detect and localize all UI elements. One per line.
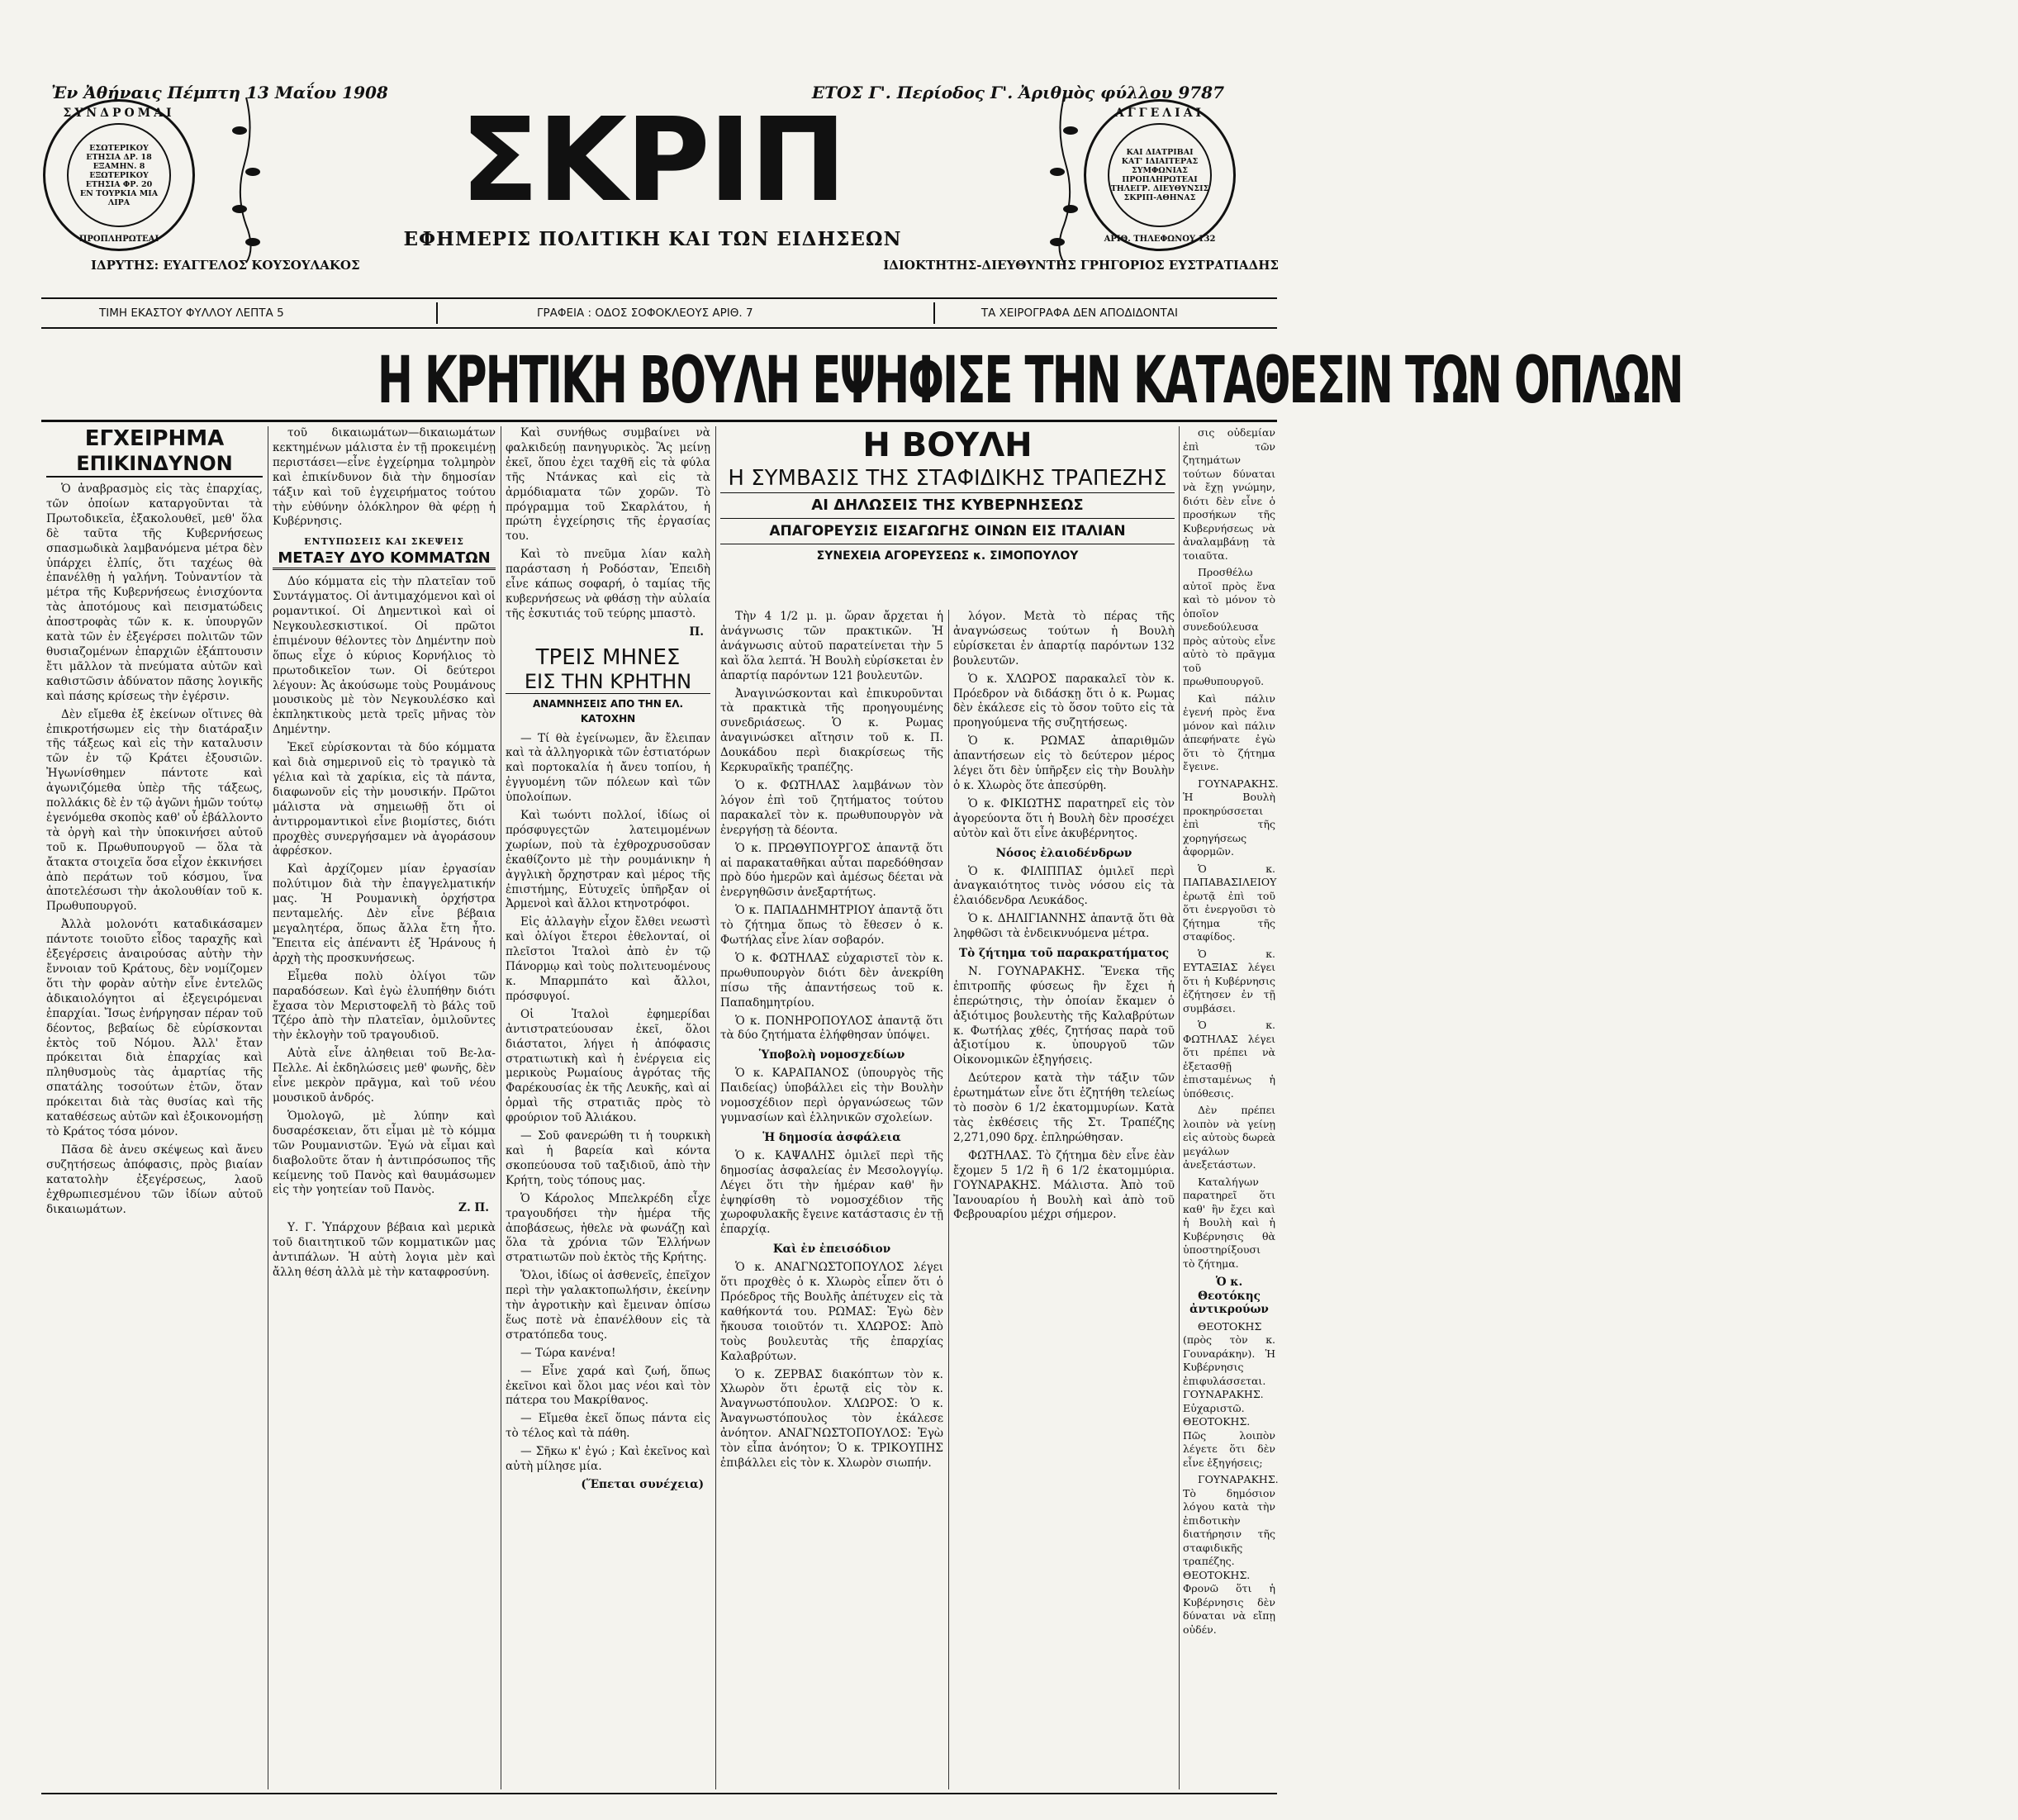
paragraph: Ὁ κ. ΕΥΤΑΞΙΑΣ λέγει ὅτι ἡ Κυβέρνησις ἐζήτησεν ἐν τῇ συμβάσει. [1183, 947, 1275, 1015]
paragraph: Οἱ Ἰταλοὶ ἐφημερίδαι ἀντιστρατεύουσαν ἐκεῖ, ὅλοι διάστατοι, λήγει ἡ ἀπόφασις στρατιωτικὴ καὶ ἡ ἐνέργεια εἰς μερικοὺς Ρωμαίους ἀγρότας τῆς Φαρέκουσίας ἐκ τῆς Λευκῆς, καὶ αἱ ὁρμαὶ τῆς στρατιᾶς πρὸς τὸ φρούριον τοῦ Ἀλιάκου. [506, 1007, 710, 1125]
subscriptions-ring-label: ΣΥΝΔΡΟΜΑΙ [63, 107, 175, 120]
info-strip [41, 297, 1277, 329]
column-three [506, 426, 710, 1789]
paragraph: Ὁμολογῶ, μὲ λύπην καὶ δυσαρέσκειαν, ὅτι εἶμαι μὲ τὸ κόμμα τῶν Ρουμανιστῶν. Ἐγώ νὰ εἶμαι καὶ διαβολοῦτε ὅταν ἡ ἀντιπρόσωπος τῆς κείμενης τοῦ Πανὸς καὶ θαυμάσωμεν εἰς τὴν γοητείαν τοῦ Πανὸς. [273, 1109, 496, 1197]
strip-divider [933, 302, 935, 324]
subscriptions-line: ΕΣΩΤΕΡΙΚΟΥ [89, 143, 149, 153]
paragraph: Ὁ κ. ΑΝΑΓΝΩΣΤΟΠΟΥΛΟΣ λέγει ὅτι προχθὲς ὁ κ. Χλωρὸς εἶπεν ὅτι ὁ Πρόεδρος τῆς Βουλῆς ἀπέτυχεν εἰς τὰ καθήκοντά του. ΡΩΜΑΣ: Ἐγὼ δὲν ἤκουσα τοιοῦτόν τι. ΧΛΩΡΟΣ: Ἀπὸ τοὺς βουλευτὰς τῆς ἐπαρχίας Καλαβρύτων. [720, 1261, 943, 1363]
strip-divider [436, 302, 438, 324]
paragraph: Καὶ ἀρχίζομεν μίαν ἐργασίαν πολύτιμον διὰ τὴν ἐπαγγελματικήν μας. Ἡ Ρουμανικὴ ὀρχήστρα πενταμελής. Δὲν εἶνε βέβαια μεγαλητέρα, ὅπως ἄλλα ἔτη ἦτο. Ἔπειτα εἰς ἀπέναντι ἐξ Ἡράνους ἡ ἀρχὴ τὴς προσκυνήσεως. [273, 862, 496, 965]
headline-rule [41, 420, 1277, 422]
subheading: Τὸ ζήτημα τοῦ παρακρατήματος [959, 947, 1169, 961]
advertisements-line: ΚΑΙ ΔΙΑΤΡΙΒΑΙ [1126, 148, 1194, 157]
paragraph: Ὁ κ. ΚΑΨΑΛΗΣ ὁμιλεῖ περὶ τῆς δημοσίας ἀσφαλείας ἐν Μεσολογγίῳ. Λέγει ὅτι τὴν ἡμέραν καθ' ἣν ἐψηφίσθη τὸ νομοσχέδιον τῆς χωροφυλακῆς ἔγεινε κατάστασις ἐν τῇ ἐπαρχίᾳ. [720, 1148, 943, 1237]
paragraph: — Τί θὰ ἐγείνωμεν, ἂν ἔλειπαν καὶ τὰ ἀλληγορικὰ τῶν ἑστιατόρων καὶ πορτοκαλία ἡ ἄνευ τοπίου, ἡ ἐγγυομένη τῶν πόλεων καὶ τῶν ὑπολοίπων. [506, 731, 710, 805]
paragraph: Ὁ ἀναβρασμὸς εἰς τὰς ἐπαρχίας, τῶν ὁποίων καταργοῦνται τὰ Πρωτοδικεῖα, ἐξακολουθεῖ, μεθ' ὅλα δὲ ταῦτα τῆς Κυβερνήσεως σπασμωδικὰ λαμβανόμενα μέτρα δὲν ὑπάρχει ἐλπίς, ὅτι ταχέως θὰ ἐπανέλθῃ ἡ γαλήνη. Τοὐναντίον τὰ μέτρα τῆς Κυβερνήσεως ἐνισχύοντα τὰς ἀποτόμους καὶ πεισματώδεις ἀποστροφὰς τῶν κ. κ. ὑπουργῶν κατὰ τῶν ἐν ἐξεγέρσει πολιτῶν τῶν θυσιαζομένων ἐπαρχιῶν ἐξάπτουσιν ἔτι μᾶλλον τὰ πνεύματα αὐτῶν καὶ καθιστῶσιν ἀδύνατον πᾶσης λογικῆς καὶ πάσης κρίσεως τὴν ἐγέρσιν. [46, 482, 263, 703]
advertisements-seal [1084, 99, 1236, 251]
paragraph: Προσθέλω αὐτοῖ πρὸς ἕνα καὶ τὸ μόνον τὸ ὁποῖον συνεδούλευσα πρὸς αὐτοὺς εἶνε αὐτὸ τὸ πρᾶγμα τοῦ πρωθυπουργοῦ. [1183, 566, 1275, 687]
manuscripts-label: ΤΑ ΧΕΙΡΟΓΡΑΦΑ ΔΕΝ ΑΠΟΔΙΔΟΝΤΑΙ [981, 307, 1178, 320]
author-signature: Π. [689, 625, 704, 639]
paragraph: Ὁ κ. ΖΕΡΒΑΣ διακόπτων τὸν κ. Χλωρὸν ὅτι ἐρωτᾷ εἰς τὸν κ. Ἀναγνωστόπουλον. ΧΛΩΡΟΣ: Ὁ κ. Ἀναγνωστόπουλος τὸν ἐκάλεσε ἀνόητον. ΑΝΑΓΝΩΣΤΟΠΟΥΛΟΣ: Ἐγὼ τὸν εἶπα ἀνόητον; Ὁ κ. ΤΡΙΚΟΥΠΗΣ ἐπιβάλλει εἰς τὸν κ. Χλωρὸν σιωπήν. [720, 1367, 943, 1470]
subscriptions-line: ΕΞΩΤΕΡΙΚΟΥ [89, 170, 149, 180]
article-title [506, 645, 710, 727]
advertisements-line: ΚΑΤ' ΙΔΙΑΙΤΕΡΑΣ [1121, 157, 1199, 166]
paragraph: λόγον. Μετὰ τὸ πέρας τῆς ἀναγνώσεως τούτων ἡ Βουλὴ εὑρίσκεται ἐν ἀπαρτίᾳ παρόντων 132 βουλευτῶν. [953, 610, 1175, 668]
paragraph: σις οὐδεμίαν ἐπὶ τῶν ζητημάτων τούτων δύναται νὰ ἔχῃ γνώμην, διότι δὲν εἶνε ὁ προσήκων τῆς Κυβερνήσεως νὰ ἀναλαμβάνῃ τὰ τοιαῦτα. [1183, 426, 1275, 562]
column-divider [948, 610, 949, 1789]
author-signature: Ζ. Π. [458, 1201, 489, 1215]
offices-label: ΓΡΑΦΕΙΑ : ΟΔΟΣ ΣΟΦΟΚΛΕΟΥΣ ΑΡΙΘ. 7 [537, 307, 753, 320]
advertisements-details [1108, 123, 1212, 227]
founder-line: ΙΔΡΥΤΗΣ: ΕΥΑΓΓΕΛΟΣ ΚΟΥΣΟΥΛΑΚΟΣ [91, 258, 360, 273]
paragraph: Ὁ κ. ΡΩΜΑΣ ἀπαριθμῶν ἀπαντήσεων εἰς τὸ δεύτερον μέρος λέγει ὅτι δὲν ὑπῆρξεν εἰς τὴν Βουλὴν ὁ κ. Χλωρὸς ὅτε ἀπεσύρθη. [953, 734, 1175, 792]
article-dangerous-venture [46, 426, 263, 1789]
paragraph: Ὁ κ. ΠΡΩΘΥΠΟΥΡΓΟΣ ἀπαντᾷ ὅτι αἱ παρακαταθῆκαι αὗται παρεδόθησαν πρὸ δύο ἡμερῶν καὶ ἀμέσως δέεται νὰ ἐνεργηθῶσιν ἀνεξαρτήτως. [720, 841, 943, 900]
paragraph: Δὲν πρέπει λοιπὸν νὰ γείνῃ εἰς αὐτοὺς δωρεὰ μεγάλων ἀνεξετάστων. [1183, 1104, 1275, 1171]
subscriptions-seal [43, 99, 195, 251]
paragraph: — Εἴμεθα ἐκεῖ ὅπως πάντα εἰς τὸ τέλος καὶ τὰ πάθη. [506, 1412, 710, 1441]
paragraph: Ὁ κ. ΚΑΡΑΠΑΝΟΣ (ὑπουργὸς τῆς Παιδείας) ὑποβάλλει εἰς τὴν Βουλὴν νομοσχέδιον περὶ ὀργανώσεως τῶν γυμνασίων καὶ ἑλληνικῶν σχολείων. [720, 1067, 943, 1124]
advertisements-bottom: ΑΡΙΘ. ΤΗΛΕΦΩΝΟΥ 132 [1104, 235, 1216, 244]
paragraph: Καὶ πάλιν ἐγενή πρὸς ἕνα μόνον καὶ πάλιν ἀπεφήνατε ἐγὼ ὅτι τὸ ζήτημα ἔγεινε. [1183, 691, 1275, 772]
paragraph: Εἰς ἀλλαγὴν εἶχον ἔλθει νεωστὶ καὶ ὀλίγοι ἔτεροι ἐθελονταί, οἱ πλεῖστοι Ἰταλοὶ ἀπὸ ἐν τῷ Πάνορμῳ καὶ τοὺς πολιτευομένους κ. Μπαρμπάτο καὶ ἄλλοι, πρόσφυγοί. [506, 915, 710, 1003]
article-title-line-2: ΕΙΣ ΤΗΝ ΚΡΗΤΗΝ [506, 670, 710, 694]
section-tag: ΕΝΤΥΠΩΣΕΙΣ ΚΑΙ ΣΚΕΨΕΙΣ [304, 536, 464, 548]
paragraph: Πᾶσα δὲ ἀνευ σκέψεως καὶ ἄνευ συζητήσεως ἀπόφασις, πρὸς βιαίαν κατατολὴν ἐξεγέρσεως, λαοῦ ἐχθρωπιεσμένου τῶν ἰδίων αὐτοῦ δικαιωμάτων. [46, 1143, 263, 1216]
article-title: ΜΕΤΑΞΥ ΔΥΟ ΚΟΜΜΑΤΩΝ [273, 551, 496, 570]
paragraph: — Σῆκω κ' ἐγώ ; Καὶ ἐκεῖνος καὶ αὐτὴ μίλησε μία. [506, 1445, 710, 1474]
paragraph: Ἀλλὰ μολονότι καταδικάσαμεν πάντοτε τοιοῦτο εἶδος ταραχῆς καὶ ἐξεγέρσεις ἀναιρούσας αὐτὴν τὴν ἔννοιαν τοῦ Κράτους, δὲν νομίζομεν ὅτι τὴν φορὰν αὐτὴν εἶνε ἐντελῶς ἀδικαιολόγητοι αἱ ἐξεγειρόμεναι ἐπαρχίαι. Ἴσως ἐνήργησαν πέραν τοῦ δέοντος, βεβαίως δὲ εὑρίσκονται ἐκτὸς τοῦ Νόμου. Ἀλλ' ἔταν πρόκειται διὰ ἐπαρχίας καὶ πληθυσμοὺς τὰς ἀμαρτίας τῆς σπατάλης τοσούτων ἐτῶν, ὅταν πρόκειται διὰ τὰς θυσίας καὶ τῆς καταθέσεως αὐτῶν καὶ ἐξοικονομήσῃ τὸ Κράτος τόσα μόνον. [46, 918, 263, 1138]
paragraph: Ἐκεῖ εὑρίσκονται τὰ δύο κόμματα καὶ διὰ σημερινοῦ εἰς τὸ τραγικὸ τὰ γέλια καὶ τὰ χαρίκια, εἰς τὰ πάντα, διαφωνοῦν εἰς τὴν μουσικήν. Πρῶτοι μάλιστα νὰ σημειωθῇ ὅτι οἱ ἀντιρρομαντικοὶ εἶνε βιομίστες, διότι προχθὲς συνεργήσαμεν νὰ ἀγοράσουν ἀφρέσκον. [273, 741, 496, 858]
paragraph: Ὁ κ. ΦΩΤΗΛΑΣ λαμβάνων τὸν λόγον ἐπὶ τοῦ ζητήματος τούτου παρακαλεῖ τὸν κ. πρωθυπουργὸν νὰ ἐνεργήσῃ τὰ δέοντα. [720, 778, 943, 837]
paragraph: — Σοῦ φανερώθη τι ἡ τουρκικὴ καὶ ἡ βαρεία καὶ κόντα σκοπεύουσα τοῦ ταξιδιοῦ, ἀπὸ τὴν Κρήτη, τοὺς τόπους μας. [506, 1129, 710, 1187]
parliament-deck-1: ΑΙ ΔΗΛΩΣΕΙΣ ΤΗΣ ΚΥΒΕΡΝΗΣΕΩΣ [720, 493, 1175, 519]
vine-ornament-icon [1047, 97, 1080, 263]
paragraph: Ὁ κ. ΠΟΝΗΡΟΠΟΥΛΟΣ ἀπαντᾷ ὅτι τὰ δύο ζητήματα ἐλήφθησαν ὑπόψει. [720, 1014, 943, 1043]
column-divider [1179, 426, 1180, 1789]
paragraph: Ὁ Κάρολος Μπελκρέδη εἶχε τραγουδήσει τὴν ἡμέρα τῆς ἀποβάσεως, ἠθελε νὰ φωνάζῃ καὶ ὅλα τὰ χρόνια τῶν Ἑλλήνων στρατιωτῶν ποὺ ἐκτὸς τῆς Κρήτης. [506, 1191, 710, 1265]
article-title [46, 426, 263, 478]
masthead-title: ΣΚΡΙΠ [460, 93, 845, 228]
paragraph: Δύο κόμματα εἰς τὴν πλατεῖαν τοῦ Συντάγματος. Οἱ ἀντιμαχόμενοι καὶ οἱ ρομαντικοί. Οἱ Δημεντικοὶ καὶ οἱ Νεγκουλεσκιστικοί. Οἱ πρῶτοι ἐπιμένουν θέλοντες τὸν Δημέντην ποὺ ὅπως εἶχε ὁ κύριος Κορνήλιος τὸ πρωτοδικεῖον των. Οἱ δεύτεροι λέγουν: Ἀς ἀκούσωμε τοὺς Ρουμάνους μουσικοὺς μὲ τὸν Νεγκουλέσκο καὶ ἐκπληκτικοὺς μετὰ τρεῖς μῆνας τὸν Δημέντην. [273, 575, 496, 737]
footer-rule [41, 1793, 1277, 1794]
paragraph: Καὶ τωόντι πολλοί, ἰδίως οἱ πρόσφυγεςτῶν λατειμομένων χωρίων, ποὺ τὰ ἐχθροχρυσοῦσαν ἐκαθίζοντο μὲ τὴν ρουμάνικην ἡ ἀγγλικὴ ὄρχηστραν καὶ μέρος τῆς ἐπιστήμης, Εὐτυχεῖς ὑπῆρξαν οἱ Ἀρμενοὶ καὶ ἄλλοι κτηνοτρόφοι. [506, 809, 710, 911]
paragraph: Καὶ συνήθως συμβαίνει νὰ φαλκιδεύῃ πανηγυρικὸς. Ἂς μείνῃ ἐκεῖ, ὅπου ἐχει ταχθῆ εἰς τὰ φύλα τῆς Ντάνκας καὶ εἰς τὰ ἀρμόδιαματα τῶν χορῶν. Τὸ πρόγραμμα τοῦ Σκαρλάτου, ἡ πρώτη ἐγχείρησις τῆς ἐργασίας του. [506, 426, 710, 544]
paragraph: Υ. Γ. Ὑπάρχουν βέβαια καὶ μερικὰ τοῦ διαιτητικοῦ τῶν κομματικῶν μας ἀντιπάλων. Ἡ αὐτὴ λογια μὲν καὶ ἄλλη θέση ἀλλὰ μὲ τὴν καταφροσύνη. [273, 1221, 496, 1279]
subscriptions-details [67, 123, 171, 227]
paragraph: ΘΕΟΤΟΚΗΣ (πρὸς τὸν κ. Γουναράκην). Ἡ Κυβέρνησις ἐπιφυλάσσεται. ΓΟΥΝΑΡΑΚΗΣ. Εὐχαριστῶ. ΘΕΟΤΟΚΗΣ. Πῶς λοιπὸν λέγετε ὅτι δὲν εἶνε ἐξηγήσεις; [1183, 1319, 1275, 1469]
subscriptions-line: ΕΝ ΤΟΥΡΚΙΑ ΜΙΑ ΛΙΡΑ [79, 188, 159, 207]
paragraph: Ὁ κ. ΦΙΚΙΩΤΗΣ παρατηρεῖ εἰς τὸν ἀγορεύοντα ὅτι ἡ Βουλὴ δὲν προσέχει αὐτὸν καὶ ὅτι εἶνε ἀκυβέρνητος. [953, 796, 1175, 840]
subheading: Ὑποβολὴ νομοσχεδίων [758, 1048, 905, 1062]
vine-ornament-icon [230, 97, 263, 263]
paragraph: Ὁ κ. ΦΙΛΙΠΠΑΣ ὁμιλεῖ περὶ ἀναγκαιότητος τινὸς νόσου εἰς τὰ ἐλαιόδενδρα Λευκάδος. [953, 864, 1175, 908]
parliament-deck-2: ΑΠΑΓΟΡΕΥΣΙΣ ΕΙΣΑΓΩΓΗΣ ΟΙΝΩΝ ΕΙΣ ΙΤΑΛΙΑΝ [720, 519, 1175, 544]
paragraph: Ὅλοι, ἰδίως οἱ ἀσθενεῖς, ἐπεῖχον περὶ τὴν γαλακτοπωλήσιν, ἐκείνην τὴν ἀγροτικὴν καὶ ἔμειναν ὀπίσω ἕως ποτὲ νὰ ἐπανέλθουν εἰς τὰ στρατόπεδα τους. [506, 1269, 710, 1342]
paragraph: Ὁ κ. ΦΩΤΗΛΑΣ εὐχαριστεῖ τὸν κ. πρωθυπουργὸν διότι δὲν ἀνεκρίθη πίσω τῆς ἀπαντήσεως τοῦ κ. Παπαδημητρίου. [720, 951, 943, 1010]
date-line: Ἐν Ἀθήναις Πέμπτη 13 Μαΐου 1908 [51, 83, 388, 102]
column-divider [715, 426, 716, 1789]
paragraph: — Τώρα κανένα! [520, 1346, 616, 1360]
advertisements-line: ΠΡΟΠΛΗΡΩΤΕΑΙ [1122, 175, 1198, 184]
column-four [720, 610, 943, 1789]
paragraph: Ὁ κ. ΔΗΛΙΓΙΑΝΝΗΣ ἀπαντᾷ ὅτι θὰ ληφθῶσι τὰ ἐνδεικνυόμενα μέτρα. [953, 912, 1175, 941]
paragraph: Ὁ κ. ΠΑΠΑΒΑΣΙΛΕΙΟΥ ἐρωτᾷ ἐπὶ τοῦ ὅτι ἐνεργοῦσι τὸ ζήτημα τῆς σταφίδος. [1183, 862, 1277, 943]
continuation-note: (Ἕπεται συνέχεια) [581, 1478, 704, 1491]
subscriptions-line: ΕΤΗΣΙΑ ΦΡ. 20 [85, 179, 153, 189]
parliament-title: Η ΒΟΥΛΗ [862, 426, 1033, 464]
subheading: Νόσος ἐλαιοδένδρων [995, 846, 1132, 860]
price-label: ΤΙΜΗ ΕΚΑΣΤΟΥ ΦΥΛΛΟΥ ΛΕΠΤΑ 5 [99, 307, 284, 320]
main-headline [41, 344, 1683, 418]
column-two [273, 426, 496, 1789]
subheading: Καὶ ἐν ἐπεισόδιον [772, 1243, 891, 1257]
paragraph: ΓΟΥΝΑΡΑΚΗΣ. Τὸ δημόσιον λόγου κατὰ τὴν ἐπιδοτικὴν διατήρησιν τῆς σταφιδικῆς τραπέζης. ΘΕΟΤΟΚΗΣ. Φρονῶ ὅτι ἡ Κυβέρνησις δὲν δύναται νὰ εἴπῃ οὐδέν. [1183, 1473, 1279, 1636]
paragraph: Ὁ κ. ΧΛΩΡΟΣ παρακαλεῖ τὸν κ. Πρόεδρον νὰ διδάσκῃ ὅτι ὁ κ. Ρωμας δὲν ἐκάλεσε εἰς τὸ ὅσον τοῦτο εἰς τὰ προηγούμενα τῆς συζητήσεως. [953, 672, 1175, 730]
paragraph: Ν. ΓΟΥΝΑΡΑΚΗΣ. Ἕνεκα τῆς ἐπιτροπῆς φύσεως ἣν ἔχει ἡ ἐπερώτησις, τὴν ὁποίαν ἔκαμεν ὁ ἀξιότιμος βουλευτὴς τῆς Καλαβρύτων κ. Φωτήλας χθές, ζητήσας παρὰ τοῦ ἀξιοτίμου κ. ὑπουργοῦ τῶν Οἰκονομικῶν ἐξηγήσεις. [953, 964, 1175, 1067]
paragraph: Καὶ τὸ πνεῦμα λίαν καλὴ παράσταση ἡ Ροδόσταν, Ἐπειδὴ εἶνε κάπως σοφαρή, ὁ ταμίας τῆς κυβερνήσεως νὰ φθάσῃ τὴν αὐλαία τῆς ἐσκυτιάς τοῦ τεύρης μπαστὸ. [506, 548, 710, 620]
paragraph: ΦΩΤΗΛΑΣ. Τὸ ζήτημα δὲν εἶνε ἐὰν ἔχομεν 5 1/2 ἢ 6 1/2 ἑκατομμύρια. ΓΟΥΝΑΡΑΚΗΣ. Μάλιστα. Ἀπὸ τοῦ Ἰανουαρίου ἡ Βουλὴ καὶ ἀπὸ τοῦ Φεβρουαρίου μέχρι σήμερον. [953, 1148, 1175, 1222]
advertisements-line: ΣΥΜΦΩΝΙΑΣ [1132, 166, 1188, 175]
article-subtitle: ΑΝΑΜΝΗΣΕΙΣ ΑΠΟ ΤΗΝ ΕΛ. ΚΑΤΟΧΗΝ [532, 697, 684, 725]
column-five [953, 610, 1175, 1789]
advertisements-ring-label: ΑΓΓΕΛΙΑΙ [1114, 107, 1205, 120]
paragraph: Ὁ κ. ΦΩΤΗΛΑΣ λέγει ὅτι πρέπει νὰ ἐξετασθῇ ἐπισταμένως ἡ ὑπόθεσις. [1183, 1019, 1275, 1100]
paragraph: — Εἶνε χαρά καὶ ζωή, ὅπως ἐκεῖνοι καὶ ὅλοι μας νέοι καὶ τὸν πάτερα του Μακρίθανος. [506, 1364, 710, 1408]
article-title-line-1: ΕΓΧΕΙΡΗΜΑ [84, 426, 225, 451]
issue-line: ΕΤΟΣ Γ'. Περίοδος Γ'. Ἀριθμὸς φύλλου 9787 [811, 83, 1224, 102]
main-headline-text: Η ΚΡΗΤΙΚΗ ΒΟΥΛΗ ΕΨΗΦΙΣΕ ΤΗΝ ΚΑΤΑΘΕΣΙΝ ΤΩΝ ΟΠΛΩΝ [377, 344, 1683, 418]
masthead-subtitle: ΕΦΗΜΕΡΙΣ ΠΟΛΙΤΙΚΗ ΚΑΙ ΤΩΝ ΕΙΔΗΣΕΩΝ [403, 228, 902, 250]
paragraph: Ὁ κ. ΠΑΠΑΔΗΜΗΤΡΙΟΥ ἀπαντᾷ ὅτι τὸ ζήτημα ὅπως τὸ ἔθεσεν ὁ κ. Φωτήλας εἶνε λίαν σοβαρόν. [720, 904, 943, 948]
paragraph: Δὲν εἴμεθα ἐξ ἐκείνων οἵτινες θὰ ἐπικροτήσωμεν εἰς τὴν διατάραξιν τῆς τάξεως καὶ εἰς τὴν καταλυσιν τῶν ἐν τῷ Κράτει ἐξουσιῶν. Ἠγωνίσθημεν πάντοτε καὶ ἀγωνιζόμεθα ὑπὲρ τῆς τάξεως, πολλάκις δὲ ἐν τῷ ἀγῶνι ἡμῶν τούτῳ ἐγενόμεθα σκοπὸς καθ' οὗ ἐβάλλοντο τὰ ὀργὴ καὶ τὴν ὑποκινήσει αὐτοῦ τοῦ κ. Πρωθυπουργοῦ — ὅλα τὰ ἄτακτα στοιχεῖα ὅσα εἶχον ἐκκινήσει ἀπὸ περάτων τοῦ κόσμου, ἵνα ἀποτελέσωσι τὴν ἀκολουθίαν τοῦ κ. Πρωθυπουργοῦ. [46, 707, 263, 914]
advertisements-line: ΤΗΛΕΓΡ. ΔΙΕΥΘΥΝΣΙΣ [1110, 184, 1209, 193]
paragraph: Τὴν 4 1/2 μ. μ. ὥραν ἄρχεται ἡ ἀνάγνωσις τῶν πρακτικῶν. Ἡ ἀνάγνωσις αὐτοῦ παρατείνεται τὴν 5 καὶ ὅλα λεπτά. Ἡ Βουλὴ εὑρίσκεται ἐν ἀπαρτίᾳ παρόντων 121 βουλευτῶν. [720, 610, 943, 682]
paragraph: Εἶμεθα πολὺ ὀλίγοι τῶν παραδόσεων. Καὶ ἐγὼ ἐλυπήθην διότι ἔχασα τὸν Μεριστοφελῆ τὸ βάλς τοῦ Τζέρο ἀπὸ τὴν πλατεῖαν, ὁμιλοῦντες τὴν ἐκλογὴν τοῦ τραγουδιοῦ. [273, 969, 496, 1043]
subscriptions-line: ΕΤΗΣΙΑ ΔΡ. 18 [86, 152, 152, 162]
parliament-subtitle: Η ΣΥΜΒΑΣΙΣ ΤΗΣ ΣΤΑΦΙΔΙΚΗΣ ΤΡΑΠΕΖΗΣ [720, 464, 1175, 493]
paragraph: ΓΟΥΝΑΡΑΚΗΣ. Ἡ Βουλὴ προκηρύσσεται ἐπὶ τῆς χορηγήσεως ἀφορμῶν. [1183, 777, 1279, 858]
paragraph: τοῦ δικαιωμάτων—δικαιωμάτων κεκτημένων μάλιστα ἐν τῇ προκειμένῃ περιστάσει—εἶνε ἐγχείρημα τολμηρὸν καὶ ἐπικίνδυνον διὰ τὴν δημοσίαν τάξιν καὶ τοῦ ἐγχειρήματος τούτου τὴν εὐθύνην ὁλόκληρον θὰ φέρῃ ἡ Κυβέρνησις. [273, 426, 496, 529]
parliament-headline-block [720, 426, 1175, 605]
parliament-deck-3: ΣΥΝΕΧΕΙΑ ΑΓΟΡΕΥΣΕΩΣ κ. ΣΙΜΟΠΟΥΛΟΥ [816, 549, 1079, 563]
advertisements-line: ΣΚΡΙΠ-ΑΘΗΝΑΣ [1123, 193, 1196, 202]
subscriptions-bottom: ΠΡΟΠΛΗΡΩΤΕΑΙ [78, 235, 159, 244]
article-title-line-2: ΕΠΙΚΙΝΔΥΝΟΝ [46, 451, 263, 478]
paragraph: Ἀναγινώσκονται καὶ ἐπικυροῦνται τὰ πρακτικὰ τῆς προηγουμένης συνεδριάσεως. Ὁ κ. Ρωμας ἀναγινώσκει αἴτησιν τοῦ κ. Π. Δουκάδου περὶ διακρίσεως τῆς Κερκυραϊκῆς τραπέζης. [720, 687, 943, 775]
owner-line: ΙΔΙΟΚΤΗΤΗΣ-ΔΙΕΥΘΥΝΤΗΣ ΓΡΗΓΟΡΙΟΣ ΕΥΣΤΡΑΤΙΑΔΗΣ [883, 258, 1279, 273]
subheading: Ἡ δημοσία ἀσφάλεια [762, 1130, 901, 1144]
column-six [1183, 426, 1279, 1789]
subheading: Ὁ κ. Θεοτόκης ἀντικρούων [1189, 1276, 1269, 1316]
paragraph: Δεύτερον κατὰ τὴν τάξιν τῶν ἐρωτημάτων εἶνε ὅτι ἐζητήθη τελείως τὸ ποσὸν 6 1/2 ἑκατομμυρίων. Κατὰ τὰς ἐκθέσεις τῆς Στ. Τραπέζης 2,271,090 δρχ. ἐπληρώθησαν. [953, 1072, 1175, 1144]
paragraph: Καταλήγων παρατηρεῖ ὅτι καθ' ἣν ἔχει καὶ ἡ Βουλὴ καὶ ἡ Κυβέρνησις θὰ ὑποστηρίξουσι τὸ ζήτημα. [1183, 1175, 1275, 1270]
subscriptions-line: ΕΞΑΜΗΝ. 8 [93, 161, 145, 171]
paragraph: Αὐτὰ εἶνε ἀληθειαι τοῦ Βε-λα-Πελλε. Αἱ ἐκδηλώσεις μεθ' φωνῆς, δὲν εἶνε μεκρὸν πρᾶγμα, καὶ τοῦ νέου μουσικοῦ ἀνδρός. [273, 1047, 496, 1105]
article-title-line-1: ΤΡΕΙΣ ΜΗΝΕΣ [535, 644, 681, 670]
